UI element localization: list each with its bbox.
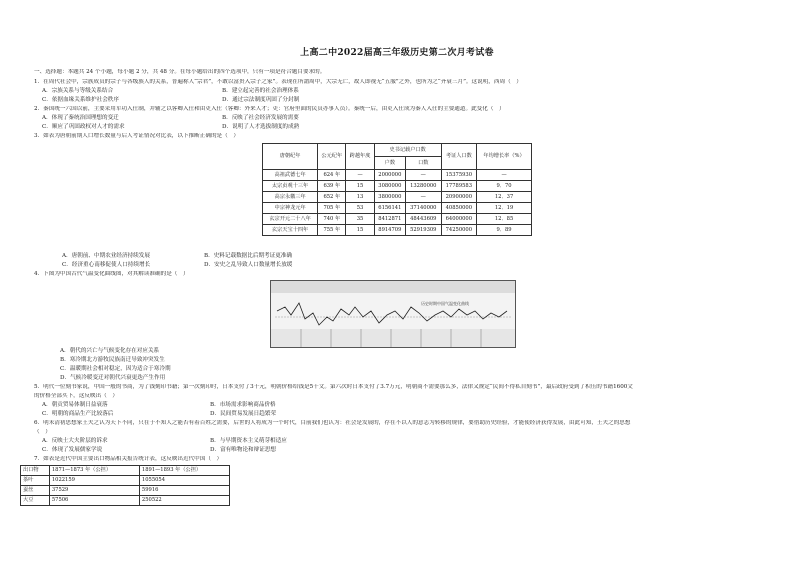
table-cell: 48443609 (405, 214, 441, 225)
table-row (21, 476, 230, 486)
table-row (21, 496, 230, 506)
q3-header-persons: 口数 (405, 157, 441, 170)
table-cell: 2000000 (374, 170, 405, 181)
table-header-row (21, 466, 230, 476)
table-cell: — (477, 170, 532, 181)
chart-header-band (271, 281, 515, 293)
q1-option-a[interactable]: A．宗族关系与等级关系结合 (42, 88, 114, 94)
q2-option-b[interactable]: B．反映了社会经济发展的需要 (222, 115, 299, 121)
table-cell: 3800000 (374, 192, 405, 203)
table-cell: 3080000 (374, 181, 405, 192)
exam-title: 上高二中2022届高三年级历史第二次月考试卷 (300, 48, 494, 58)
table-header-cell: 1891—1893 年（公担） (139, 466, 229, 476)
table-cell: 37140000 (405, 203, 441, 214)
q1-option-b[interactable]: B．建立起完善的社会治理体系 (222, 88, 299, 94)
question-6-stem-line1: 6．明末清初思想家王夫之认为天下不同，只在于不知人之能否有着百姓之需要，后世的人将成为一个时代，目前我们也认为：社会是发展的，存在不以人的意志为转移的规律，要借助历史经验，才能使经济获得发展，由此可知，王夫之的思想 (34, 420, 631, 426)
question-5-stem-line2: 的价格全部买下，这反映出（ ） (34, 393, 118, 399)
q6-option-a[interactable]: A．反映士大夫阶层的诉求 (42, 438, 108, 444)
q2-option-a[interactable]: A．体现了秦统治国理想的变迁 (42, 115, 119, 121)
dynasty-band (271, 329, 515, 347)
q3-option-b[interactable]: B．史料记载数据比后期考证更准确 (204, 253, 293, 259)
table-cell: 15 (346, 225, 374, 236)
table-cell: 740 年 (318, 214, 346, 225)
q5-option-b[interactable]: B．市场需求影响商品价格 (210, 402, 276, 408)
table-cell: 12．19 (477, 203, 532, 214)
table-header-cell: 1871—1873 年（公担） (49, 466, 139, 476)
table-cell: 玄宗天宝十四年 (263, 225, 318, 236)
table-cell: 705 年 (318, 203, 346, 214)
q3-header-year: 公元纪年 (318, 144, 346, 170)
table-cell: 8914709 (374, 225, 405, 236)
table-cell: 9．89 (477, 225, 532, 236)
question-3-stem: 3．如表为唐朝前期人口增长数量与后人考证情况对比表，以下推断正确的是（ ） (34, 133, 239, 139)
table-cell: 9．70 (477, 181, 532, 192)
q1-option-d[interactable]: D．通过宗法制度巩固了分封制 (222, 97, 300, 103)
table-cell: 太宗贞观十三年 (263, 181, 318, 192)
q3-population-table (262, 143, 532, 236)
table-row (263, 181, 532, 192)
table-cell: 59916 (139, 486, 229, 496)
q1-option-c[interactable]: C．依据血缘关系维护社会秩序 (42, 97, 119, 103)
table-cell: 17789583 (441, 181, 477, 192)
table-cell: 250522 (139, 496, 229, 506)
q3-header-span: 跨越年度 (346, 144, 374, 170)
q5-option-d[interactable]: D．民间贸易发展日趋繁荣 (210, 411, 277, 417)
question-4-stem: 4．下图为中国古代气温变化曲线图，对其解读准确的是（ ） (34, 271, 189, 277)
table-cell: 中宗神龙元年 (263, 203, 318, 214)
table-cell: 35 (346, 214, 374, 225)
table-cell: 40850000 (441, 203, 477, 214)
q4-option-b[interactable]: B．寒冷期北方游牧民族南迁导致冲突发生 (60, 357, 165, 363)
table-cell: 高祖武德七年 (263, 170, 318, 181)
table-cell: 13 (346, 192, 374, 203)
q3-header-era: 唐朝纪年 (263, 144, 318, 170)
table-cell: 玄宗开元二十八年 (263, 214, 318, 225)
q3-option-d[interactable]: D．安史之乱导致人口数量增长放缓 (204, 262, 293, 268)
table-cell: 57506 (49, 496, 139, 506)
q4-temperature-chart (270, 280, 516, 348)
chart-caption: 历史时期中国气温变化曲线 (421, 301, 469, 306)
table-row (263, 192, 532, 203)
temperature-curve-figure (271, 281, 515, 347)
q3-header-growth: 年均增长率（%） (477, 144, 532, 170)
table-row (263, 225, 532, 236)
table-cell: 624 年 (318, 170, 346, 181)
table-cell: 1055054 (139, 476, 229, 486)
q5-option-c[interactable]: C．明朝的商品生产比较落后 (42, 411, 114, 417)
table-cell: 20900000 (441, 192, 477, 203)
temperature-curve (277, 303, 507, 325)
table-cell: 652 年 (318, 192, 346, 203)
q3-header-households: 户数 (374, 157, 405, 170)
table-row (21, 486, 230, 496)
table-cell: 13280000 (405, 181, 441, 192)
q6-option-c[interactable]: C．体现了发展儒家学说 (42, 447, 103, 453)
question-7-stem: 7．如表是近代中国主要出口物品相关报告统计表，这反映出近代中国（ ） (34, 456, 223, 462)
q3-option-a[interactable]: A．唐朝前、中期农业经济持续发展 (62, 253, 150, 259)
q2-option-d[interactable]: D．说明了人才选拔制度的成熟 (222, 124, 300, 130)
table-cell: — (346, 170, 374, 181)
question-6-stem-line2: （ ） (34, 429, 51, 435)
question-5-stem-line1: 5．明代一位刻书家说，中国一般的书商，为了钱刻印书籍；第一次刻印时，日本支付了3千元，明朝价格给钱是5千文。第六次时日本支付了3.7万元，明朝商不需要那么多，法律又规定“民间不得私自刻书”，最后政府受到了积压的书籍1600文 (34, 384, 633, 390)
q6-option-b[interactable]: B．与早期资本主义萌芽相适应 (210, 438, 287, 444)
table-cell: 15375930 (441, 170, 477, 181)
q6-option-d[interactable]: D．富有唯物论和辩证思想 (210, 447, 277, 453)
question-1-stem: 1．在周代社会中，宗族成员的宗子与各级族人的关系，普遍称人“宗君”，不敢以富贵入宗子之家”。表现在所謂周中，大宗无亡，故人即视无“五服”之外，也所为之“齐衰三月”。这说明，西周（ ） (34, 79, 522, 85)
q4-option-a[interactable]: A．朝代的兴亡与气候变化存在对应关系 (60, 348, 160, 354)
table-cell: 755 年 (318, 225, 346, 236)
table-row (263, 203, 532, 214)
table-cell: 74250000 (441, 225, 477, 236)
section-instructions: 一、选择题：本题共 24 个小题，每小题 2 分，共 48 分。在每小题给出的四个选项中，只有一项是符合题目要求的。 (34, 69, 326, 75)
table-cell: 蚕丝 (21, 486, 50, 496)
q5-option-a[interactable]: A．朝贡贸易体制日益衰落 (42, 402, 108, 408)
q3-option-c[interactable]: C．经济重心南移促使人口持续增长 (62, 262, 151, 268)
table-cell: 8412871 (374, 214, 405, 225)
q2-option-c[interactable]: C．顺应了巩固政权对人才的需求 (42, 124, 125, 130)
table-row (263, 170, 532, 181)
table-cell: 茶叶 (21, 476, 50, 486)
table-cell: 53 (346, 203, 374, 214)
table-cell: 15 (346, 181, 374, 192)
table-cell: — (405, 170, 441, 181)
table-cell: 37529 (49, 486, 139, 496)
q3-header-verified: 考证人口数 (441, 144, 477, 170)
table-cell: 大豆 (21, 496, 50, 506)
question-2-stem: 2．秦国统一六国以前，主要采用军功入仕制，并辅之以客卿入仕和由吏入仕（客卿：外来人才；吏：官府里面的民员办事人员）。秦统一后，由吏入仕成为秦人入仕的主要通道。此变化（ ） (34, 106, 505, 112)
table-cell: 52919309 (405, 225, 441, 236)
table-cell: — (405, 192, 441, 203)
table-cell: 高宗永徽三年 (263, 192, 318, 203)
table-cell: 12．85 (477, 214, 532, 225)
table-cell: 639 年 (318, 181, 346, 192)
table-cell: 6156141 (374, 203, 405, 214)
table-row (263, 214, 532, 225)
table-cell: 64000000 (441, 214, 477, 225)
table-header-cell: 出口物 (21, 466, 50, 476)
table-cell: 1022159 (49, 476, 139, 486)
table-cell: 12．37 (477, 192, 532, 203)
q4-option-c[interactable]: C．温暖期社会相对稳定，因为适合于寒冷期 (60, 366, 171, 372)
q3-header-recorded: 史书记载户口数 (374, 144, 441, 157)
q4-option-d[interactable]: D．气候冷暖变迁对朝代兴衰更迭产生作用 (60, 375, 166, 381)
q7-export-table (20, 465, 230, 506)
